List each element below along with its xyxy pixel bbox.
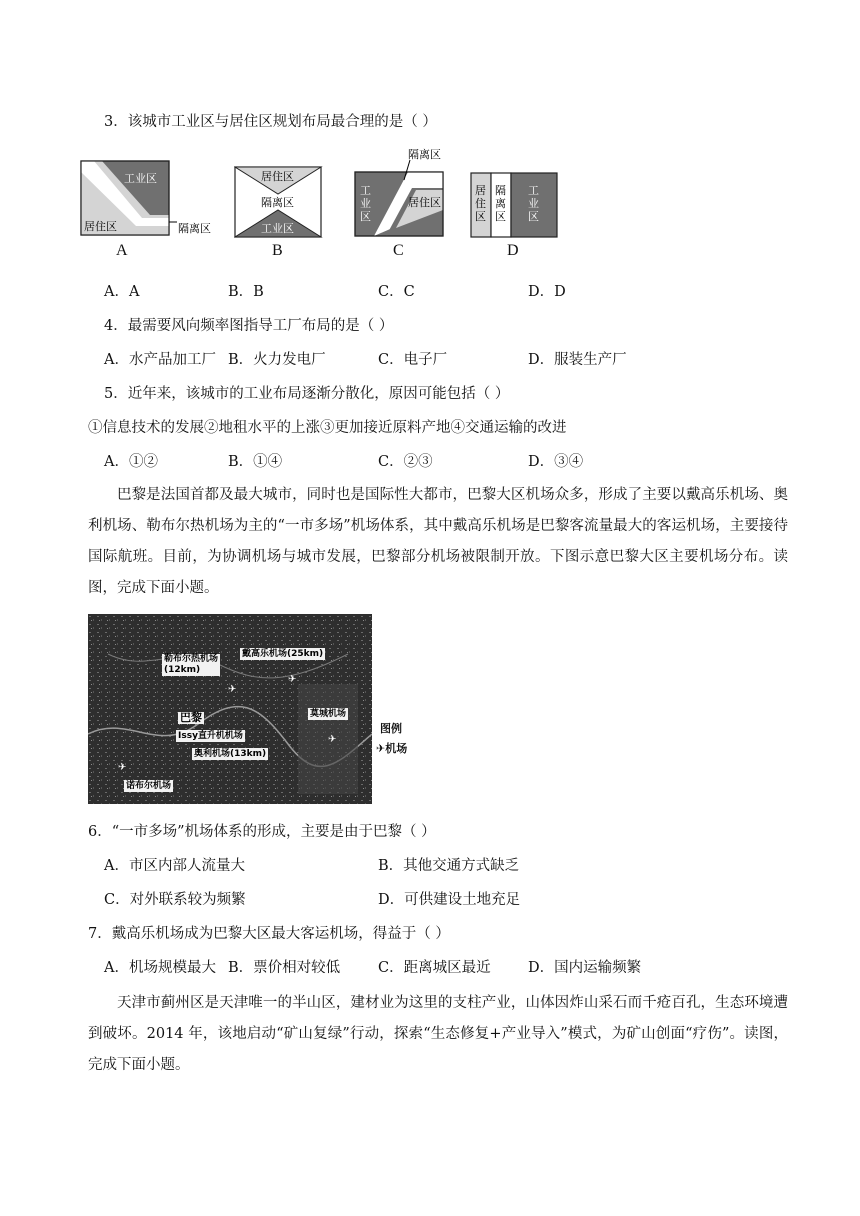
q5-option-a[interactable]: A．①② [104,454,158,470]
fig-c-residential: 居住区 [408,196,441,209]
paris-airport-map [88,614,372,804]
fig-c-label: C [393,242,404,259]
q5-option-b[interactable]: B．①④ [228,454,283,470]
q7-stem: 7．戴高乐机场成为巴黎大区最大客运机场，得益于（ ） [88,926,450,942]
fig-a-industrial: 工业区 [124,172,157,185]
airport-icon: ✈ [376,742,386,755]
airport-icon: ✈ [228,684,237,695]
fig-a-label: A [116,242,128,259]
q4-option-d[interactable]: D．服装生产厂 [528,352,627,368]
map-label-issy: Issy直升机机场 [178,731,243,741]
map-legend-item: ✈机场 [376,742,408,755]
fig-b-residential: 居住区 [261,170,294,183]
q7-option-b[interactable]: B．票价相对较低 [228,960,341,976]
figure-a [80,160,230,240]
q7-option-c[interactable]: C．距离城区最近 [378,960,491,976]
q4-option-c[interactable]: C．电子厂 [378,352,448,368]
map-label-moissy: 莫城机场 [310,709,347,719]
q6-option-a[interactable]: A．市区内部人流量大 [104,858,245,874]
q5-items: ①信息技术的发展②地租水平的上涨③更加接近原料产地④交通运输的改进 [88,420,567,436]
airport-icon: ✈ [118,762,127,773]
q3-option-a[interactable]: A．A [104,284,140,300]
fig-d-label: D [507,242,519,259]
fig-b-industrial: 工业区 [261,222,294,235]
q5-option-d[interactable]: D．③④ [528,454,584,470]
q6-option-d[interactable]: D．可供建设土地充足 [378,892,521,908]
q3-option-d[interactable]: D．D [528,284,566,300]
q3-option-b[interactable]: B．B [228,284,264,300]
figure-c [352,146,452,240]
map-label-toussus: 诺布尔机场 [126,781,172,791]
fig-d-residential: 居住区 [475,184,486,223]
q4-stem: 4．最需要风向频率图指导工厂布局的是（ ） [104,318,394,334]
q6-option-b[interactable]: B．其他交通方式缺乏 [378,858,520,874]
airport-icon: ✈ [288,674,297,685]
q3-option-c[interactable]: C．C [378,284,415,300]
fig-b-label: B [272,242,283,259]
map-label-orly: 奥利机场(13km) [194,749,267,759]
fig-a-residential: 居住区 [84,220,117,233]
q4-option-a[interactable]: A．水产品加工厂 [104,352,216,368]
q6-option-c[interactable]: C．对外联系较为频繁 [104,892,246,908]
map-label-paris: 巴黎 [180,711,202,724]
q3-stem: 3．该城市工业区与居住区规划布局最合理的是（ ） [104,114,437,130]
q7-option-a[interactable]: A．机场规模最大 [104,960,216,976]
fig-d-buffer: 隔离区 [495,184,506,223]
map-label-lebourget: 勒布尔热机场 (12km) [164,654,219,675]
q7-option-d[interactable]: D．国内运输频繁 [528,960,642,976]
passage-tianjin: 天津市蓟州区是天津唯一的半山区，建材业为这里的支柱产业，山体因炸山采石而千疮百孔，生态环境遭到破坏。2014 年，该地启动“矿山复绿”行动，探索“生态修复+产业导入”模式，为矿山创面“疗伤”。读图，完成下面小题。 [88,995,788,1073]
passage-paris-airports: 巴黎是法国首都及最大城市，同时也是国际性大都市，巴黎大区机场众多，形成了主要以戴高乐机场、奥利机场、勒布尔热机场为主的“一市多场”机场体系，其中戴高乐机场是巴黎客流量最大的客运机场，主要接待国际航班。目前，为协调机场与城市发展，巴黎部分机场被限制开放。下图示意巴黎大区主要机场分布。读图，完成下面小题。 [88,487,788,596]
map-label-cdg: 戴高乐机场(25km) [242,649,324,659]
q5-stem: 5．近年来，该城市的工业布局逐渐分散化，原因可能包括（ ） [104,386,510,402]
fig-c-buffer: 隔离区 [408,148,441,161]
airport-icon: ✈ [328,734,337,745]
q5-option-c[interactable]: C．②③ [378,454,433,470]
q6-stem: 6．“一市多场”机场体系的形成，主要是由于巴黎（ ） [88,824,436,840]
fig-b-buffer: 隔离区 [261,196,294,209]
fig-c-industrial: 工业区 [360,184,371,223]
figure-b [234,166,324,240]
figure-d [470,172,560,240]
fig-a-buffer: 隔离区 [178,222,211,235]
map-legend-title: 图例 [380,722,402,735]
fig-d-industrial: 工业区 [528,184,539,223]
q4-option-b[interactable]: B．火力发电厂 [228,352,326,368]
